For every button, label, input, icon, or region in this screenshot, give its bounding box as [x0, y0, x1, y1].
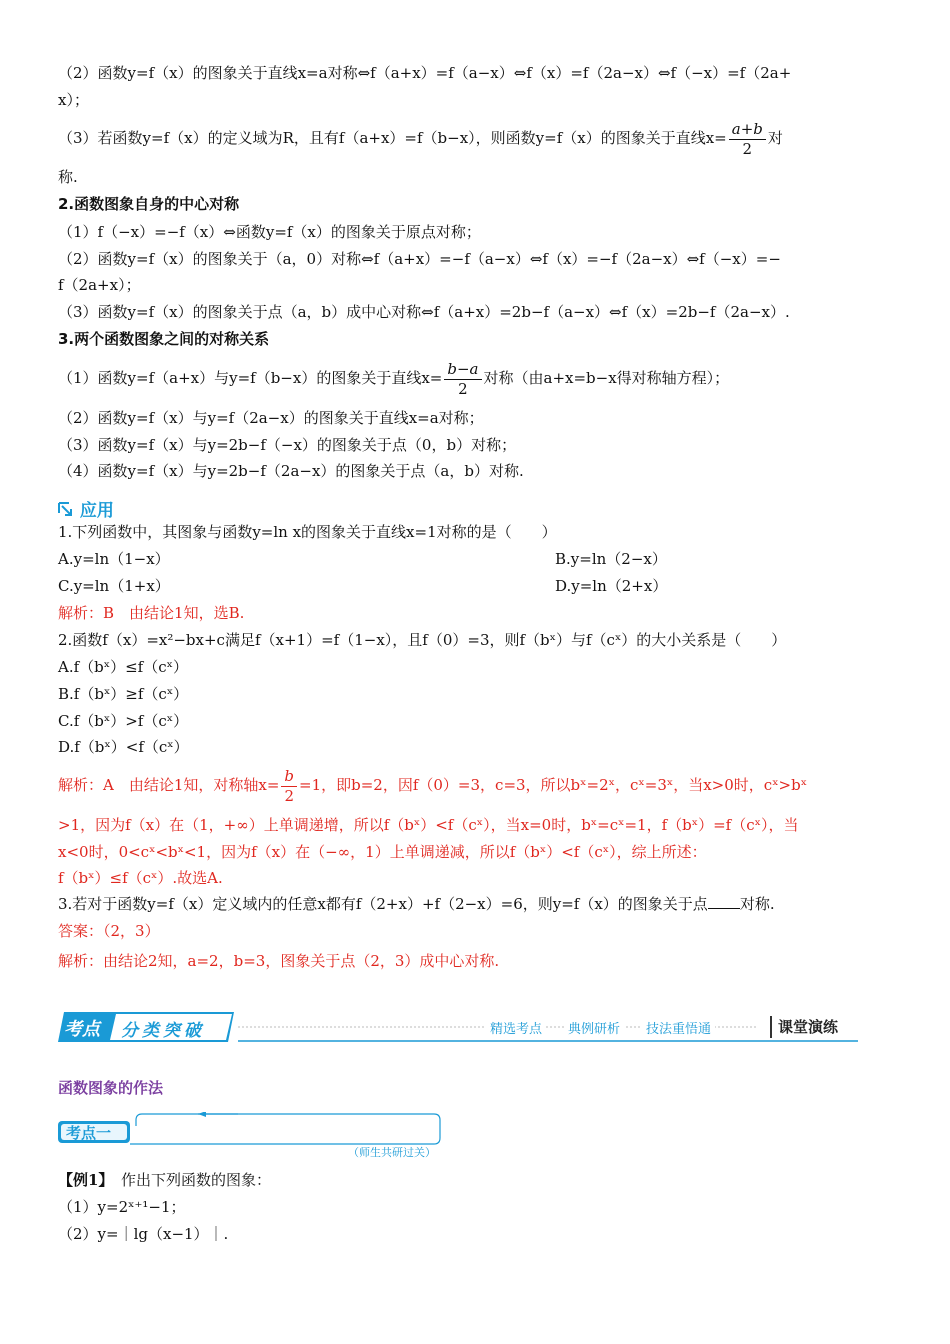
application-icon: [58, 502, 74, 518]
text-line: 称.: [58, 168, 78, 186]
text-line: （1）f（−x）=−f（x）⇔函数y=f（x）的图象关于原点对称；: [58, 223, 481, 241]
option-b: B.f（bˣ）≥f（cˣ）: [58, 685, 189, 703]
kaodian-text: 考点一: [66, 1124, 112, 1142]
option-c: C.y=ln（1+x）: [58, 577, 170, 595]
text-line: （2）函数y=f（x）的图象关于（a，0）对称⇔f（a+x）=−f（a−x）⇔f（x）=−f（2a−x）⇔f（−x）=−: [58, 250, 781, 268]
kaodian-note: （师生共研过关）: [348, 1146, 436, 1159]
section-title: 函数图象的作法: [58, 1079, 164, 1097]
text-line: （3）函数y=f（x）与y=2b−f（−x）的图象关于点（0，b）对称；: [58, 436, 517, 454]
text-line: [58, 119, 783, 159]
option-a: A.f（bˣ）≤f（cˣ）: [58, 658, 188, 676]
banner-left-a: 考点: [64, 1019, 100, 1040]
solution-2-line: f（bˣ）≤f（cˣ）.故选A.: [58, 869, 223, 887]
fraction-numerator: a+b: [729, 120, 766, 140]
application-heading: [58, 496, 114, 521]
banner-left-b: 分类突破: [121, 1021, 205, 1041]
fraction: [729, 120, 766, 159]
option-b: B.y=ln（2−x）: [555, 550, 667, 568]
text-line: （3）函数y=f（x）的图象关于点（a，b）成中心对称⇔f（a+x）=2b−f（a−x）⇔f（x）=2b−f（2a−x）.: [58, 303, 790, 321]
text-line: f（2a+x）；: [58, 276, 141, 294]
text-span: 对称（由a+x=b−x得对称轴方程）；: [483, 369, 730, 387]
fraction-numerator: b−a: [444, 360, 481, 380]
text-span: （3）若函数y=f（x）的定义域为R，且有f（a+x）=f（b−x），则函数y=f（x）的图象关于直线x=: [58, 129, 727, 147]
text-span: =1，即b=2，因f（0）=3，c=3，所以bˣ=2ˣ，cˣ=3ˣ，当x>0时，cˣ>bˣ: [299, 776, 808, 794]
option-d: D.y=ln（2+x）: [555, 577, 668, 595]
section-banner: [58, 1012, 858, 1042]
text-line: [58, 359, 729, 399]
question-2: 2.函数f（x）=x²−bx+c满足f（x+1）=f（1−x），且f（0）=3，则f（bˣ）与f（cˣ）的大小关系是（ ）: [58, 631, 787, 649]
answer-3: 答案：（2，3）: [58, 922, 160, 940]
banner-right: 课堂演练: [778, 1018, 839, 1036]
fraction: [281, 767, 297, 806]
section-heading: 2.函数图象自身的中心对称: [58, 195, 240, 213]
example-item: （2）y=｜lg（x−1）｜.: [58, 1225, 229, 1243]
text-line: （2）函数y=f（x）的图象关于直线x=a对称⇔f（a+x）=f（a−x）⇔f（x）=f（2a−x）⇔f（−x）=f（2a+: [58, 64, 792, 82]
text-line: x）；: [58, 91, 89, 109]
kaodian-label: [58, 1112, 442, 1162]
solution-1: 解析：B 由结论1知，选B.: [58, 604, 245, 622]
text-span: （1）函数y=f（a+x）与y=f（b−x）的图象关于直线x=: [58, 369, 443, 387]
answer-blank: [708, 894, 740, 909]
text-span: 对: [767, 129, 783, 147]
banner-item: 精选考点: [486, 1018, 546, 1037]
fraction-numerator: b: [281, 767, 297, 787]
text-line: （2）函数y=f（x）与y=f（2a−x）的图象关于直线x=a对称；: [58, 409, 484, 427]
example-item: （1）y=2ˣ⁺¹−1；: [58, 1198, 186, 1216]
text-span: 3.若对于函数y=f（x）定义域内的任意x都有f（2+x）+f（2−x）=6，则y=f（x）的图象关于点: [58, 895, 708, 913]
question-3: [58, 893, 775, 915]
question-1: 1.下列函数中，其图象与函数y=ln x的图象关于直线x=1对称的是（ ）: [58, 523, 557, 541]
banner-item: 典例研析: [564, 1018, 624, 1037]
solution-2-line: [58, 766, 807, 806]
fraction-denominator: 2: [458, 379, 468, 398]
fraction-denominator: 2: [742, 139, 753, 158]
solution-2-line: >1，因为f（x）在（1，+∞）上单调递增，所以f（bˣ）<f（cˣ），当x=0时，bˣ=cˣ=1，f（bˣ）=f（cˣ），当: [58, 816, 799, 834]
example-text: 作出下列函数的图象：: [120, 1171, 271, 1189]
option-d: D.f（bˣ）<f（cˣ）: [58, 738, 189, 756]
application-title: 应用: [79, 501, 114, 521]
example-line: [58, 1169, 271, 1191]
example-label: 【例1】: [58, 1171, 106, 1189]
option-c: C.f（bˣ）>f（cˣ）: [58, 712, 189, 730]
fraction-denominator: 2: [284, 786, 294, 805]
text-line: （4）函数y=f（x）与y=2b−f（2a−x）的图象关于点（a，b）对称.: [58, 462, 524, 480]
banner-item: 技法重悟通: [642, 1018, 715, 1037]
solution-3: 解析：由结论2知，a=2，b=3，图象关于点（2，3）成中心对称.: [58, 952, 500, 970]
option-a: A.y=ln（1−x）: [58, 550, 170, 568]
text-span: 对称.: [739, 895, 775, 913]
solution-2-line: x<0时，0<cˣ<bˣ<1，因为f（x）在（−∞，1）上单调递减，所以f（bˣ）<f（cˣ），综上所述：: [58, 843, 707, 861]
section-heading: 3.两个函数图象之间的对称关系: [58, 330, 270, 348]
text-span: 解析：A 由结论1知，对称轴x=: [58, 776, 280, 794]
fraction: [444, 360, 481, 399]
